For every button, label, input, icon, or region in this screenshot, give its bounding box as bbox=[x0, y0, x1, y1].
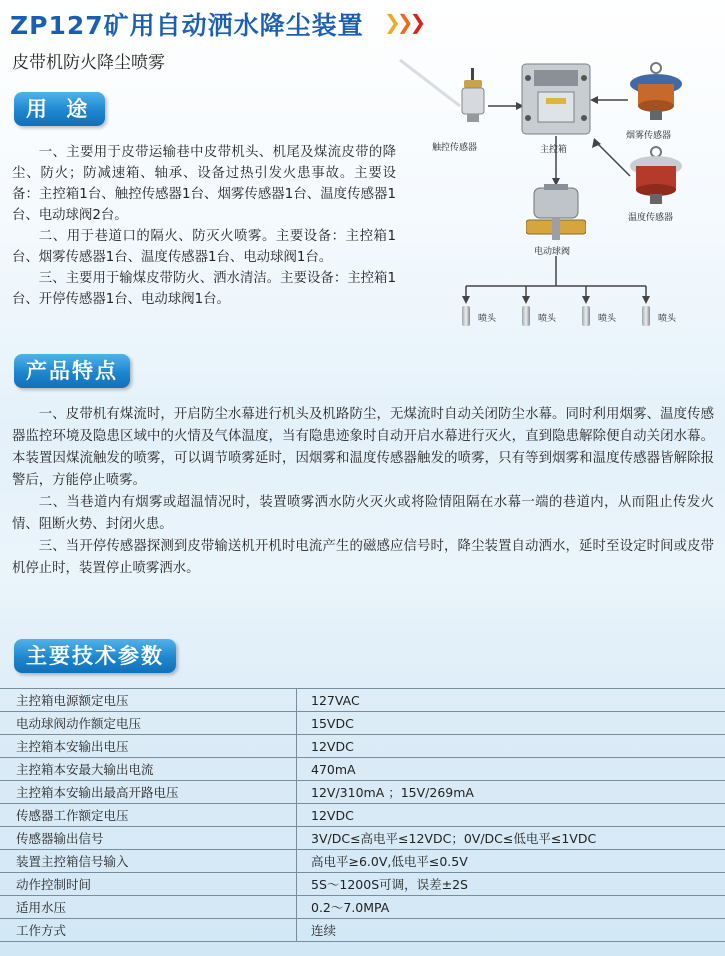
spec-value: 连续 bbox=[297, 919, 725, 942]
spec-key: 主控箱电源额定电压 bbox=[0, 689, 297, 712]
main-box-label: 主控箱 bbox=[540, 145, 568, 155]
touch-sensor-label: 触控传感器 bbox=[432, 143, 478, 153]
spec-key: 电动球阀动作额定电压 bbox=[0, 712, 297, 735]
specs-heading: 主要技术参数 bbox=[14, 639, 176, 673]
nozzle-label-3: 喷头 bbox=[598, 314, 617, 324]
touch-sensor-icon bbox=[456, 68, 490, 126]
table-row bbox=[0, 919, 725, 942]
usage-paragraph-1: 一、主要用于皮带运输巷中皮带机头、机尾及煤流皮带的降尘、防火；防减速箱、轴承、设备过热引发火患事故。主要设备：主控箱1台、触控传感器1台、烟雾传感器1台、温度传感器1台、电动球阀2台。 bbox=[12, 145, 396, 223]
nozzle-icon bbox=[462, 306, 470, 326]
spec-key: 适用水压 bbox=[0, 896, 297, 919]
nozzle-icon bbox=[582, 306, 590, 326]
table-row bbox=[0, 712, 725, 735]
nozzle-label-1: 喷头 bbox=[478, 314, 497, 324]
table-row bbox=[0, 781, 725, 804]
ball-valve-label: 电动球阀 bbox=[534, 247, 571, 257]
nozzle-label-4: 喷头 bbox=[658, 314, 677, 324]
spec-key: 工作方式 bbox=[0, 919, 297, 942]
features-paragraph-1: 一、皮带机有煤流时，开启防尘水幕进行机头及机路防尘，无煤流时自动关闭防尘水幕。同时利用烟雾、温度传感器监控环境及隐患区域中的火情及气体温度，当有隐患迹象时自动开启水幕进行灭火，直到隐患解除便自动关闭水幕。本装置因煤流触发的喷雾，可以调节喷雾延时，因烟雾和温度传感器触发的喷雾，只有等到烟雾和温度传感器皆解除报警后，方能停止喷雾。 bbox=[12, 407, 714, 488]
spec-key: 装置主控箱信号输入 bbox=[0, 850, 297, 873]
spec-key: 传感器工作额定电压 bbox=[0, 804, 297, 827]
table-row bbox=[0, 850, 725, 873]
spec-value: 127VAC bbox=[297, 689, 725, 712]
temperature-sensor-label: 温度传感器 bbox=[628, 213, 674, 223]
nozzle-icon bbox=[642, 306, 650, 326]
smoke-sensor-icon bbox=[628, 62, 684, 124]
spec-value: 470mA bbox=[297, 758, 725, 781]
title-bar bbox=[0, 0, 725, 44]
spec-value: 0.2～7.0MPA bbox=[297, 896, 725, 919]
spec-value: 12VDC bbox=[297, 735, 725, 758]
spec-key: 主控箱本安最大输出电流 bbox=[0, 758, 297, 781]
table-row bbox=[0, 896, 725, 919]
spec-key: 动作控制时间 bbox=[0, 873, 297, 896]
table-row bbox=[0, 758, 725, 781]
spec-value: 15VDC bbox=[297, 712, 725, 735]
usage-heading: 用 途 bbox=[14, 92, 105, 126]
temperature-sensor-icon bbox=[628, 146, 684, 206]
table-row bbox=[0, 689, 725, 712]
features-paragraph-2: 二、当巷道内有烟雾或超温情况时，装置喷雾洒水防火灭火或将险情阻隔在水幕一端的巷道内，从而阻止传发火情、阻断火势、封闭火患。 bbox=[12, 495, 714, 532]
nozzle-icon bbox=[522, 306, 530, 326]
spec-value: 高电平≥6.0V,低电平≤0.5V bbox=[297, 850, 725, 873]
main-box-icon bbox=[520, 62, 592, 136]
smoke-sensor-label: 烟雾传感器 bbox=[626, 131, 672, 141]
spec-value: 12V/310mA ；15V/269mA bbox=[297, 781, 725, 804]
table-row bbox=[0, 804, 725, 827]
table-row bbox=[0, 873, 725, 896]
spec-value: 12VDC bbox=[297, 804, 725, 827]
specs-table bbox=[0, 688, 725, 942]
features-heading: 产品特点 bbox=[14, 354, 130, 388]
page-subtitle: 皮带机防火降尘喷雾 bbox=[12, 53, 165, 73]
usage-paragraph-2: 二、用于巷道口的隔火、防灭火喷雾。主要设备：主控箱1台、烟雾传感器1台、温度传感器1台、电动球阀1台。 bbox=[12, 229, 396, 265]
spec-key: 主控箱本安输出最高开路电压 bbox=[0, 781, 297, 804]
table-row bbox=[0, 827, 725, 850]
spec-key: 传感器输出信号 bbox=[0, 827, 297, 850]
table-row bbox=[0, 735, 725, 758]
nozzle-label-2: 喷头 bbox=[538, 314, 557, 324]
page-title: ZP127矿用自动洒水降尘装置 bbox=[10, 11, 364, 40]
spec-key: 主控箱本安输出电压 bbox=[0, 735, 297, 758]
title-arrows-icon: ❯❯❯ bbox=[384, 10, 423, 34]
features-text bbox=[12, 404, 714, 580]
usage-paragraph-3: 三、主要用于输煤皮带防火、洒水清洁。主要设备：主控箱1台、开停传感器1台、电动球阀1台。 bbox=[12, 271, 396, 307]
features-paragraph-3: 三、当开停传感器探测到皮带输送机开机时电流产生的磁感应信号时，降尘装置自动洒水，延时至设定时间或皮带机停止时，装置停止喷雾洒水。 bbox=[12, 539, 714, 576]
usage-text bbox=[12, 142, 396, 310]
ball-valve-icon bbox=[526, 184, 586, 242]
spec-value: 5S～1200S可调，误差±2S bbox=[297, 873, 725, 896]
spec-value: 3V/DC≤高电平≤12VDC；0V/DC≤低电平≤1VDC bbox=[297, 827, 725, 850]
